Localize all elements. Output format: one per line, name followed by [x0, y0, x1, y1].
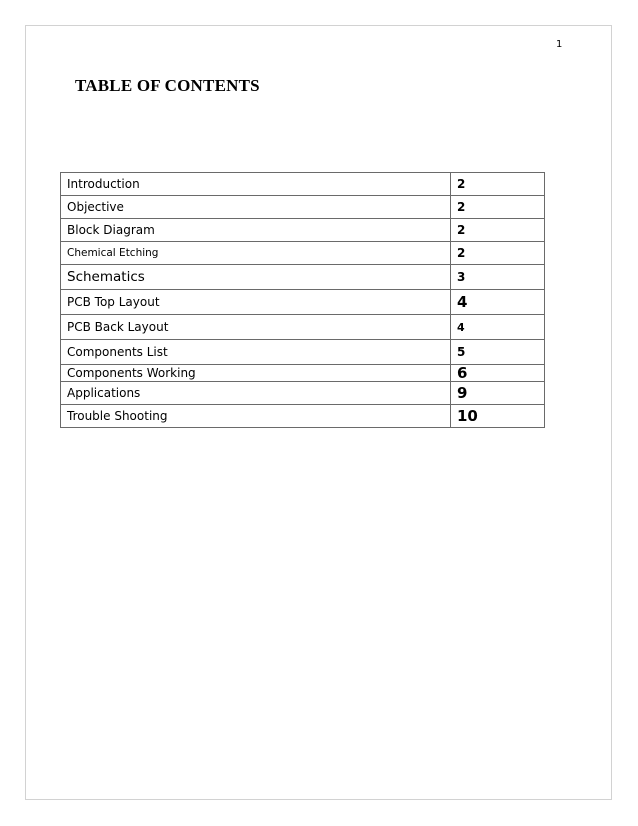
toc-entry-title: Trouble Shooting: [61, 405, 451, 428]
toc-entry-title: PCB Back Layout: [61, 315, 451, 340]
toc-entry-page: 2: [451, 173, 545, 196]
toc-row: [61, 242, 545, 265]
toc-row: [61, 219, 545, 242]
toc-row: [61, 265, 545, 290]
toc-row: [61, 315, 545, 340]
toc-row: [61, 365, 545, 382]
toc-entry-page: 5: [451, 340, 545, 365]
toc-entry-title: Chemical Etching: [61, 242, 451, 265]
toc-entry-page: 6: [451, 365, 545, 382]
toc-entry-title: Components List: [61, 340, 451, 365]
toc-row: [61, 382, 545, 405]
toc-entry-page: 2: [451, 219, 545, 242]
toc-entry-page: 4: [451, 290, 545, 315]
page-title: TABLE OF CONTENTS: [75, 76, 260, 95]
toc-entry-title: Components Working: [61, 365, 451, 382]
toc-entry-page: 2: [451, 196, 545, 219]
toc-entry-page: 9: [451, 382, 545, 405]
toc-row: [61, 196, 545, 219]
toc-table: [60, 172, 545, 428]
toc-entry-title: Block Diagram: [61, 219, 451, 242]
toc-row: [61, 340, 545, 365]
toc-entry-page: 2: [451, 242, 545, 265]
toc-entry-page: 10: [451, 405, 545, 428]
toc-entry-page: 4: [451, 315, 545, 340]
toc-entry-title: PCB Top Layout: [61, 290, 451, 315]
toc-entry-title: Schematics: [61, 265, 451, 290]
toc-entry-page: 3: [451, 265, 545, 290]
toc-entry-title: Objective: [61, 196, 451, 219]
toc-entry-title: Introduction: [61, 173, 451, 196]
page-number: 1: [556, 39, 563, 50]
toc-entry-title: Applications: [61, 382, 451, 405]
toc-row: [61, 405, 545, 428]
toc-row: [61, 290, 545, 315]
toc-row: [61, 173, 545, 196]
